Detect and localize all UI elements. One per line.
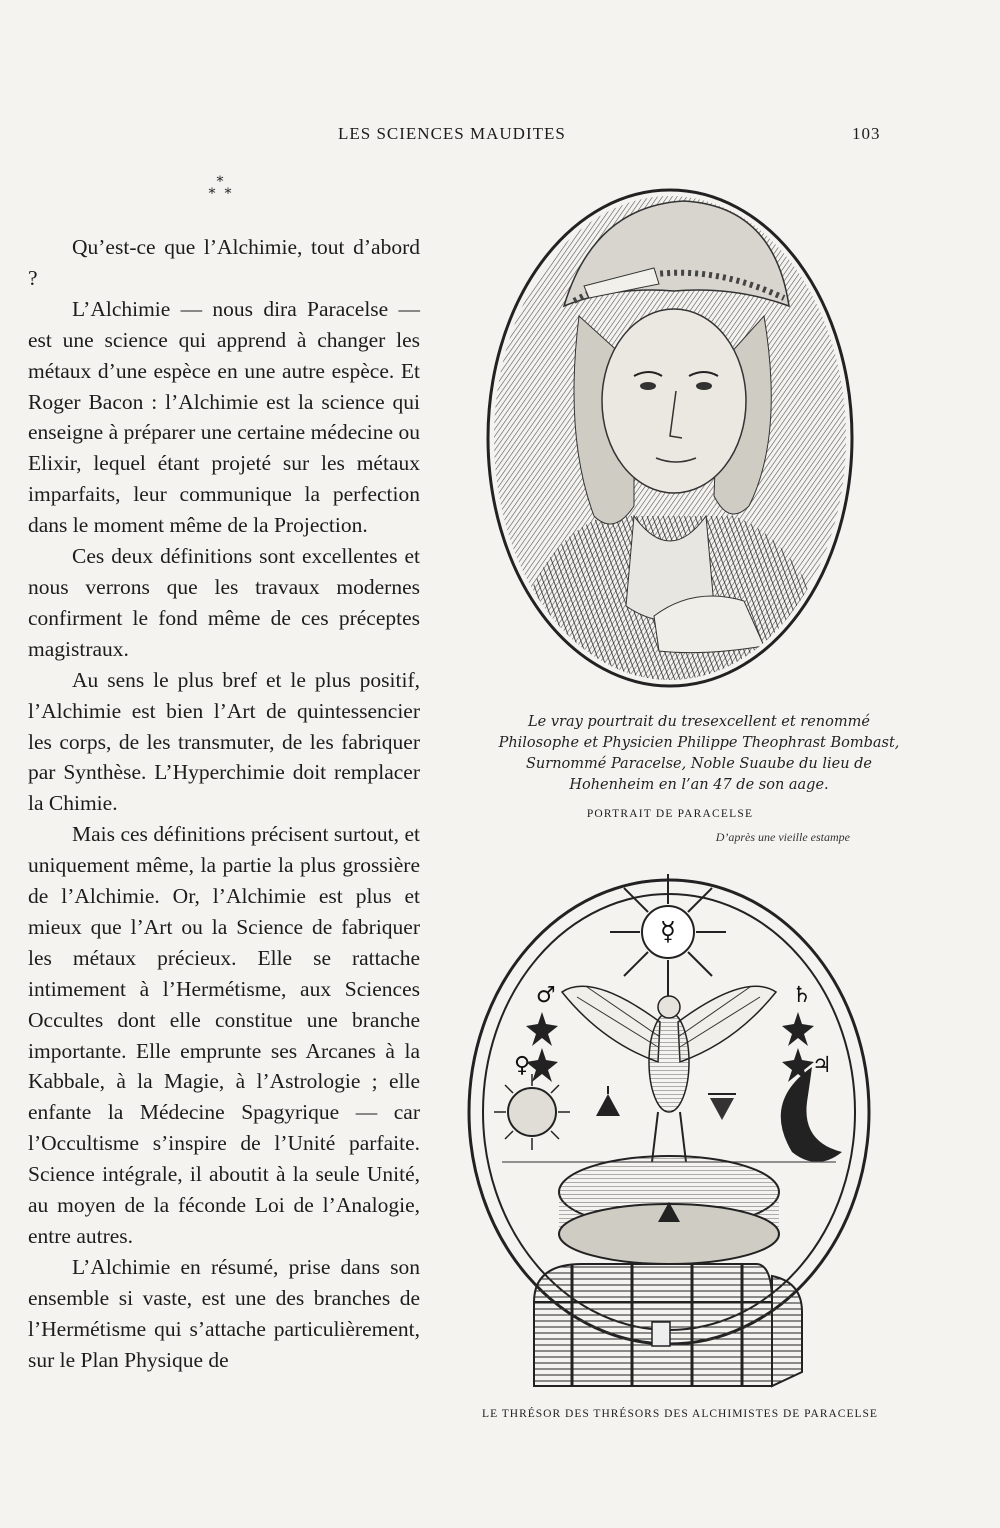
asterism: * * * xyxy=(208,174,232,202)
alchemical-emblem xyxy=(462,862,876,1402)
paragraph: L’Alchimie en résumé, prise dans son ensemble si vaste, est une des branches de l’Hermétisme qui s’attache particulièrement, sur le Plan Physique de xyxy=(28,1254,420,1372)
paragraph: L’Alchimie — nous dira Paracelse — est une science qui apprend à changer les métaux d’une espèce en une autre espèce. Et Roger Bacon : l’Alchimie est la science qui enseigne à préparer une certaine médecine ou Elixir, lequel étant projeté sur les métaux imparfaits, leur communique la perfection dans le moment même de la Projection. xyxy=(28,296,420,538)
treasure-chest xyxy=(534,1264,802,1386)
portrait-engraving xyxy=(484,186,856,690)
svg-text:♂: ♂ xyxy=(536,983,556,1008)
phoenix xyxy=(562,986,776,1162)
emblem-caption: LE THRÉSOR DES THRÉSORS DES ALCHIMISTES DE PARACELSE xyxy=(482,1408,878,1420)
engraved-line: Le vray pourtrait du tresexcellent et renommé xyxy=(528,714,870,730)
paragraph: Qu’est-ce que l’Alchimie, tout d’abord ? xyxy=(28,235,420,290)
radiant-star xyxy=(610,874,726,1012)
portrait-source: D’après une vieille estampe xyxy=(715,830,850,844)
engraved-line: Hohenheim en l’an 47 de son aage. xyxy=(569,777,829,793)
portrait-title: PORTRAIT DE PARACELSE xyxy=(586,808,754,820)
svg-text:♃: ♃ xyxy=(812,1053,832,1078)
paragraph: Mais ces définitions précisent surtout, et uniquement même, la partie la plus grossière de l’Alchimie. Or, l’Alchimie est plus et mieux que l’Art ou la Science de fabriquer les métaux précieux. Elle se rattache intimement à l’Hermétisme, aux Sciences Occultes dont elle constitue une branche importante. Elle emprunte ses Arcanes à la Kabbale, à la Magie, à l’Astrologie ; elle enfante la Médecine Spagyrique — car l’Occultisme s’inspire de l’Unité parfaite. Science intégrale, il aboutit à la seule Unité, au moyen de la féconde Loi de l’Analogie, entre autres. xyxy=(28,822,420,1248)
svg-text:☿: ☿ xyxy=(660,917,676,947)
svg-text:♄: ♄ xyxy=(792,983,812,1008)
engraved-line: Surnommé Paracelse, Noble Suaube du lieu de xyxy=(525,756,873,772)
svg-text:♀: ♀ xyxy=(514,1053,531,1078)
paragraph: Au sens le plus bref et le plus positif, l’Alchimie est bien l’Art de quintessencier les corps, de les transmuter, de les fabriquer par Synthèse. L’Hyperchimie doit remplacer la Chimie. xyxy=(28,667,420,816)
engraved-line: Philosophe et Physicien Philippe Theophrast Bombast, xyxy=(498,735,900,751)
running-head xyxy=(0,124,1000,152)
portrait-engraved-caption xyxy=(484,712,914,796)
body-text xyxy=(28,232,420,1376)
paragraph: Ces deux définitions sont excellentes et nous verrons que les travaux modernes confirment le fond même de ces préceptes magistraux. xyxy=(28,544,420,661)
running-title: LES SCIENCES MAUDITES xyxy=(338,124,566,143)
page-number: 103 xyxy=(852,124,881,143)
